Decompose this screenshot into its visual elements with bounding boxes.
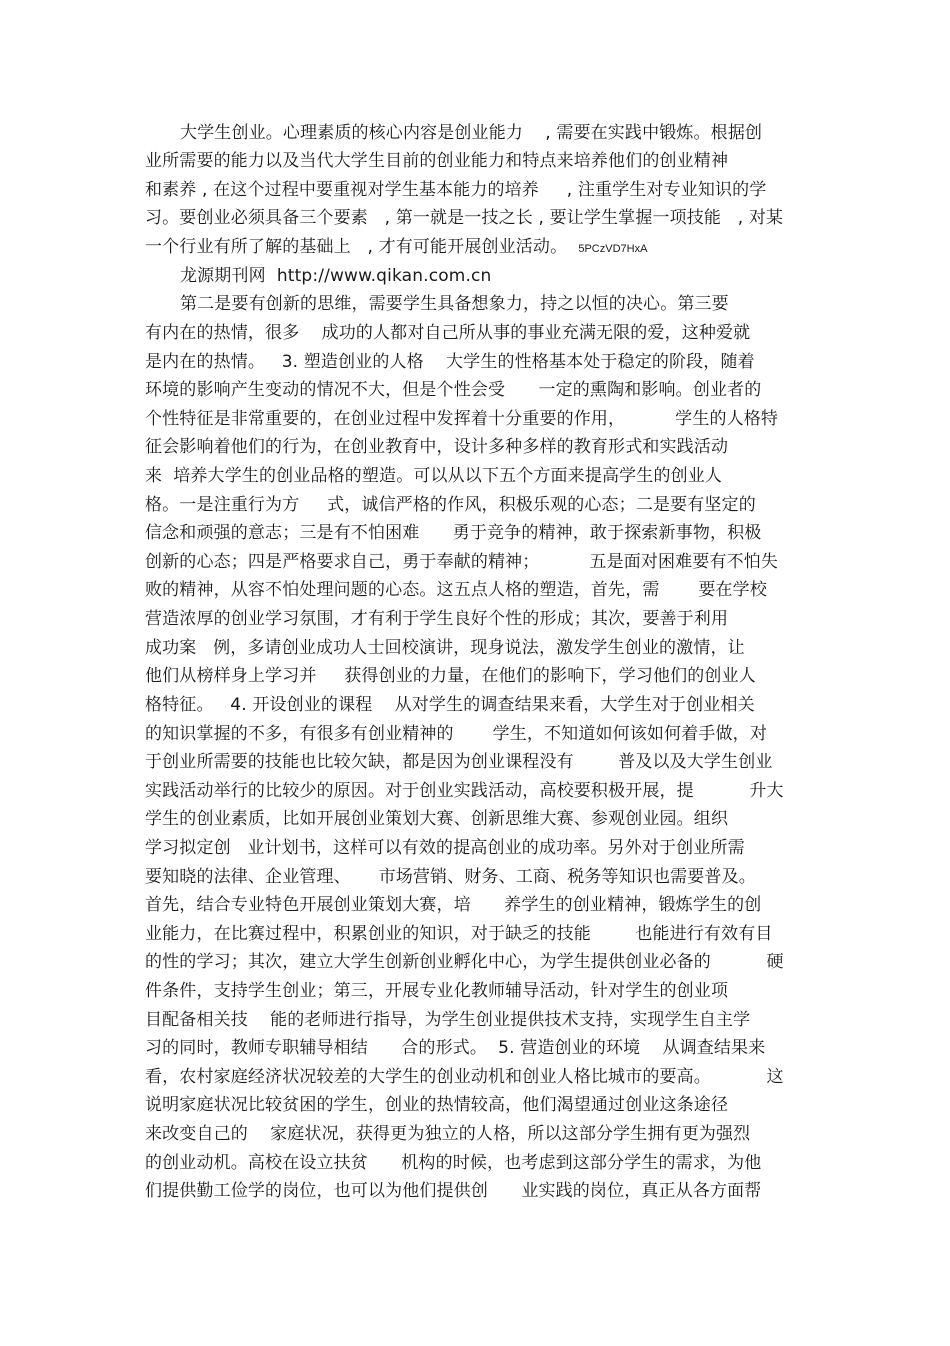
text-line: 业所需要的能力以及当代大学生目前的创业能力和特点来培养他们的创业精神	[145, 151, 729, 171]
text-line-content: 一个行业有所了解的基础上 , 才有可能开展创业活动。	[145, 237, 579, 257]
text-line: 征会影响着他们的行为，在创业教育中，设计多种多样的教育形式和实践活动	[145, 437, 729, 457]
text-line: 成功案 例，多请创业成功人士回校演讲，现身说法，激发学生创业的激情，让	[145, 638, 745, 658]
text-line: 的性的学习；其次，建立大学生创新创业孵化中心，为学生提供创业必备的 硬	[145, 952, 784, 972]
text-line	[145, 237, 647, 259]
text-line: 来 培养大学生的创业品格的塑造。可以从以下五个方面来提高学生的创业人	[145, 466, 723, 486]
journal-source-line: 龙源期刊网 http://www.qikan.com.cn	[180, 266, 492, 286]
text-line: 有内在的热情，很多 成功的人都对自己所从事的事业充满无限的爱，这种爱就	[145, 323, 751, 343]
text-line: 他们从榜样身上学习并 获得创业的力量，在他们的影响下，学习他们的创业人	[145, 666, 756, 686]
text-line: 于创业所需要的技能也比较欠缺，都是因为创业课程没有 普及以及大学生创业	[145, 752, 773, 772]
text-line: 件条件，支持学生创业；第三，开展专业化教师辅导活动，针对学生的创业项	[145, 981, 729, 1001]
text-line: 格特征。 4. 开设创业的课程 从对学生的调查结果来看，大学生对于创业相关	[145, 695, 755, 715]
text-line: 习的同时，教师专职辅导相结 合的形式。 5. 营造创业的环境 从调查结果来	[145, 1038, 766, 1058]
tracking-code: 5PCzVD7HxA	[578, 243, 648, 255]
text-line: 信念和顽强的意志；三是有不怕困难 勇于竞争的精神，敢于探索新事物，积极	[145, 523, 762, 543]
text-line: 首先，结合专业特色开展创业策划大赛，培 养学生的创业精神，锻炼学生的创	[145, 895, 762, 915]
text-line: 和素养 , 在这个过程中要重视对学生基本能力的培养 , 注重学生对专业知识的学	[145, 180, 767, 200]
text-line: 环境的影响产生变动的情况不大，但是个性会受 一定的熏陶和影响。创业者的	[145, 380, 762, 400]
text-line: 要知晓的法律、企业管理、 市场营销、财务、工商、税务等知识也需要普及。	[145, 867, 756, 887]
text-line: 创新的心态；四是严格要求自己，勇于奉献的精神； 五是面对困难要有不怕失	[145, 552, 779, 572]
text-line: 看，农村家庭经济状况较差的大学生的创业动机和创业人格比城市的要高。 这	[145, 1067, 784, 1087]
text-line: 来改变自己的 家庭状况，获得更为独立的人格，所以这部分学生拥有更为强烈	[145, 1124, 751, 1144]
text-line: 第二是要有创新的思维，需要学生具备想象力，持之以恒的决心。第三要	[180, 294, 729, 314]
text-line: 营造浓厚的创业学习氛围，才有利于学生良好个性的形成；其次，要善于利用	[145, 609, 729, 629]
text-line: 学生的创业素质，比如开展创业策划大赛、创新思维大赛、参观创业园。组织	[145, 809, 729, 829]
text-line: 习。要创业必须具备三个要素 , 第一就是一技之长 , 要让学生掌握一项技能 , 对某	[145, 208, 784, 228]
text-line: 大学生创业。心理素质的核心内容是创业能力 , 需要在实践中锻炼。根据创	[180, 123, 763, 143]
text-line: 败的精神，从容不怕处理问题的心态。这五点人格的塑造，首先，需 要在学校	[145, 580, 767, 600]
text-line: 个性特征是非常重要的，在创业过程中发挥着十分重要的作用， 学生的人格特	[145, 409, 779, 429]
text-line: 业能力，在比赛过程中，积累创业的知识，对于缺乏的技能 也能进行有效有目	[145, 924, 773, 944]
text-line: 学习拟定创 业计划书，这样可以有效的提高创业的成功率。另外对于创业所需	[145, 838, 745, 858]
text-line: 们提供勤工俭学的岗位，也可以为他们提供创 业实践的岗位，真正从各方面帮	[145, 1181, 762, 1201]
text-line: 是内在的热情。 3. 塑造创业的人格 大学生的性格基本处于稳定的阶段，随着	[145, 352, 755, 372]
text-line: 目配备相关技 能的老师进行指导，为学生创业提供技术支持，实现学生自主学	[145, 1010, 751, 1030]
text-line: 格。一是注重行为方 式，诚信严格的作风，积极乐观的心态；二是要有坚定的	[145, 495, 756, 515]
text-line: 的知识掌握的不多，有很多有创业精神的 学生，不知道如何该如何着手做，对	[145, 724, 767, 744]
text-line: 的创业动机。高校在设立扶贫 机构的时候，也考虑到这部分学生的需求，为他	[145, 1153, 762, 1173]
text-line: 实践活动举行的比较少的原因。对于创业实践活动，高校要积极开展，提 升大	[145, 781, 784, 801]
text-line: 说明家庭状况比较贫困的学生，创业的热情较高，他们渴望通过创业这条途径	[145, 1095, 729, 1115]
